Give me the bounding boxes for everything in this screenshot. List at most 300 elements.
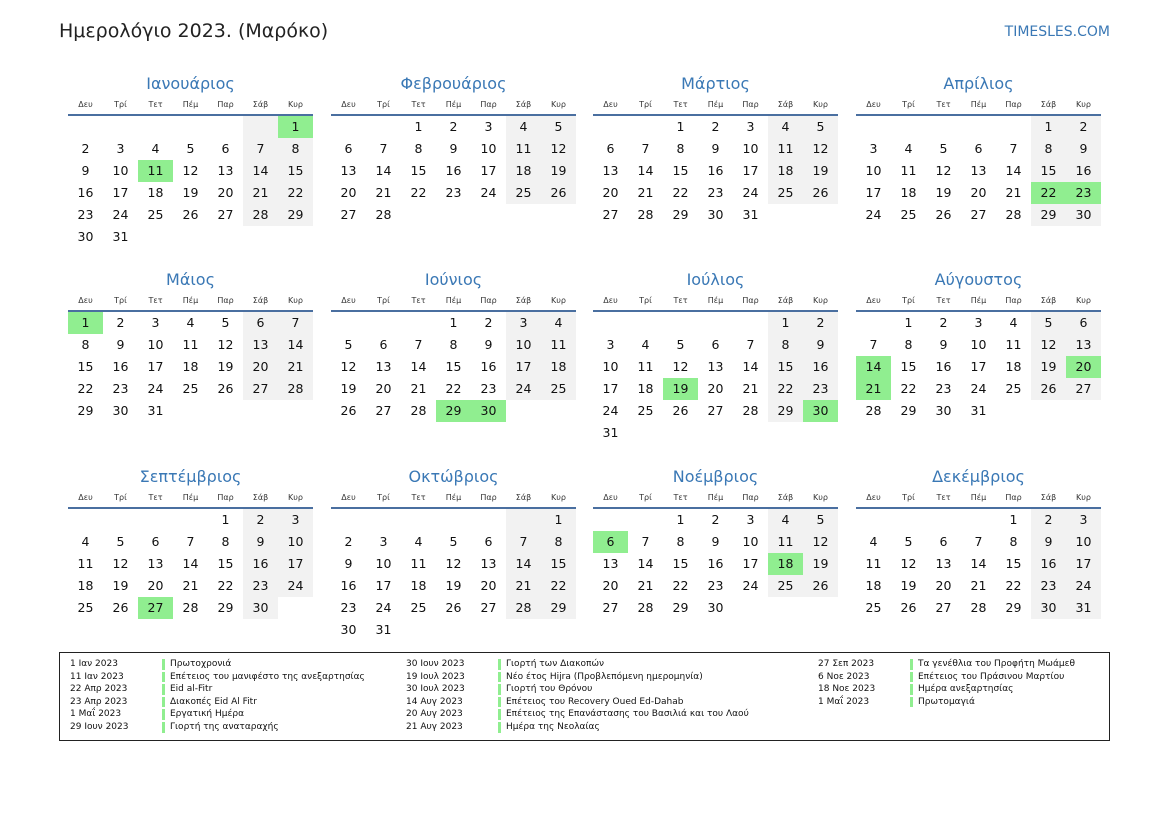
- legend-date: 22 Απρ 2023: [70, 684, 128, 695]
- day-cell: 29: [768, 400, 803, 422]
- day-cell: 8: [676, 141, 685, 156]
- day-cell: 27: [602, 600, 619, 615]
- day-cell: 12: [541, 138, 576, 160]
- weekday-header: [68, 294, 313, 312]
- weekday-label: Δευ: [78, 493, 93, 502]
- day-cell: 29: [217, 600, 234, 615]
- legend-holiday-name: Νέο έτος Hijra (Προβλεπόμενη ημερομηνία): [506, 671, 703, 682]
- day-cell: 24: [742, 185, 759, 200]
- legend-item: [818, 683, 1075, 696]
- day-cell: 13: [375, 359, 392, 374]
- month-10: [331, 463, 576, 641]
- day-cell: 18: [865, 578, 882, 593]
- legend-holiday-name: Γιορτή των Διακοπών: [506, 659, 605, 669]
- empty-cell: [856, 312, 891, 334]
- day-cell: 16: [77, 185, 94, 200]
- empty-cell: [856, 116, 891, 138]
- day-cell: 12: [340, 359, 357, 374]
- legend-date: 6 Νοε 2023: [818, 671, 870, 682]
- day-cell: 3: [1066, 509, 1101, 531]
- day-cell: 26: [1031, 378, 1066, 400]
- day-cell: 7: [869, 337, 878, 352]
- legend-holiday-name: Γιορτή του Θρόνου: [506, 684, 593, 695]
- empty-cell: [506, 509, 541, 531]
- day-cell: 20: [602, 578, 619, 593]
- weekday-label: Τετ: [673, 100, 688, 109]
- day-cell: 28: [865, 403, 882, 418]
- day-cell: 28: [375, 207, 392, 222]
- holiday-day-cell: 1: [68, 312, 103, 334]
- day-cell: 19: [340, 381, 357, 396]
- empty-cell: [628, 312, 663, 334]
- day-cell: 17: [602, 381, 619, 396]
- day-grid: [331, 509, 576, 641]
- day-cell: 23: [480, 381, 497, 396]
- day-cell: 5: [344, 337, 353, 352]
- day-cell: 3: [869, 141, 878, 156]
- day-cell: 15: [217, 556, 234, 571]
- day-cell: 13: [480, 556, 497, 571]
- month-name: Δεκέμβριος: [932, 467, 1025, 486]
- day-cell: 18: [768, 160, 803, 182]
- day-cell: 25: [410, 600, 427, 615]
- day-cell: 25: [637, 403, 654, 418]
- day-cell: 10: [970, 337, 987, 352]
- day-cell: 29: [541, 597, 576, 619]
- weekday-label: Τετ: [936, 493, 951, 502]
- day-cell: 1: [414, 119, 423, 134]
- day-cell: 30: [243, 597, 278, 619]
- day-cell: 2: [803, 312, 838, 334]
- day-cell: 24: [970, 381, 987, 396]
- day-cell: 3: [151, 315, 160, 330]
- weekday-header: [856, 294, 1101, 312]
- day-cell: 9: [803, 334, 838, 356]
- day-cell: 23: [112, 381, 129, 396]
- weekday-label: Πέμ: [707, 493, 724, 502]
- weekday-label: Τρί: [639, 296, 652, 305]
- day-cell: 2: [449, 119, 458, 134]
- day-cell: 9: [449, 141, 458, 156]
- day-cell: 25: [768, 182, 803, 204]
- day-cell: 10: [147, 337, 164, 352]
- day-cell: 5: [116, 534, 125, 549]
- day-cell: 16: [1031, 553, 1066, 575]
- day-cell: 3: [116, 141, 125, 156]
- legend-marker: [498, 659, 501, 670]
- day-cell: 13: [1066, 334, 1101, 356]
- day-cell: 26: [182, 207, 199, 222]
- empty-cell: [698, 312, 733, 334]
- legend-item: [818, 671, 1075, 684]
- day-grid: [856, 116, 1101, 226]
- day-cell: 4: [541, 312, 576, 334]
- weekday-header: [331, 98, 576, 116]
- day-cell: 6: [1066, 312, 1101, 334]
- day-cell: 21: [375, 185, 392, 200]
- holiday-day-cell: 20: [1066, 356, 1101, 378]
- day-cell: 10: [742, 141, 759, 156]
- legend-holiday-name: Εργατική Ημέρα: [170, 709, 244, 720]
- day-cell: 21: [243, 182, 278, 204]
- empty-cell: [663, 312, 698, 334]
- day-cell: 6: [974, 141, 983, 156]
- month-name: Ιανουάριος: [146, 74, 235, 93]
- weekday-label: Παρ: [742, 296, 759, 305]
- day-cell: 19: [803, 160, 838, 182]
- legend-item: [818, 696, 1075, 709]
- weekday-label: Σάβ: [252, 100, 269, 109]
- day-cell: 25: [77, 600, 94, 615]
- day-cell: 5: [449, 534, 458, 549]
- legend-marker: [162, 697, 165, 708]
- day-cell: 15: [1005, 556, 1022, 571]
- day-cell: 29: [278, 204, 313, 226]
- legend-holiday-name: Τα γενέθλια του Προφήτη Μωάμεθ: [918, 659, 1075, 669]
- day-grid: [593, 116, 838, 226]
- weekday-label: Τρί: [902, 296, 915, 305]
- weekday-label: Δευ: [866, 493, 881, 502]
- day-cell: 22: [541, 575, 576, 597]
- weekday-label: Πέμ: [970, 100, 987, 109]
- day-cell: 3: [484, 119, 493, 134]
- legend-item: [406, 721, 749, 734]
- weekday-label: Παρ: [217, 100, 234, 109]
- day-cell: 1: [1031, 116, 1066, 138]
- day-cell: 29: [672, 207, 689, 222]
- day-cell: 7: [974, 534, 983, 549]
- day-cell: 12: [1031, 334, 1066, 356]
- day-cell: 14: [1005, 163, 1022, 178]
- day-cell: 16: [243, 553, 278, 575]
- empty-cell: [961, 509, 996, 531]
- weekday-label: Σάβ: [1040, 493, 1057, 502]
- day-cell: 14: [637, 556, 654, 571]
- legend-marker: [162, 722, 165, 733]
- day-cell: 20: [970, 185, 987, 200]
- day-cell: 8: [541, 531, 576, 553]
- day-cell: 8: [414, 141, 423, 156]
- legend-holiday-name: Ημέρα ανεξαρτησίας: [918, 684, 1014, 695]
- day-cell: 4: [414, 534, 423, 549]
- weekday-label: Δευ: [866, 100, 881, 109]
- day-cell: 30: [1031, 597, 1066, 619]
- weekday-label: Πέμ: [707, 296, 724, 305]
- empty-cell: [401, 509, 436, 531]
- day-cell: 13: [243, 334, 278, 356]
- empty-cell: [208, 116, 243, 138]
- empty-cell: [471, 509, 506, 531]
- legend-date: 11 Ιαν 2023: [70, 671, 124, 682]
- weekday-label: Σάβ: [515, 296, 532, 305]
- day-cell: 10: [375, 556, 392, 571]
- day-cell: 19: [1031, 356, 1066, 378]
- weekday-label: Κυρ: [551, 493, 566, 502]
- empty-cell: [331, 116, 366, 138]
- legend-holiday-name: Επέτειος του Πράσινου Μαρτίου: [918, 671, 1065, 682]
- day-cell: 13: [602, 556, 619, 571]
- day-cell: 23: [1031, 575, 1066, 597]
- weekday-label: Πέμ: [445, 296, 462, 305]
- day-cell: 24: [480, 185, 497, 200]
- day-cell: 22: [278, 182, 313, 204]
- day-cell: 10: [742, 534, 759, 549]
- legend-date: 30 Ιουν 2023: [406, 659, 465, 669]
- month-name: Απρίλιος: [943, 74, 1014, 93]
- day-cell: 8: [1009, 534, 1018, 549]
- month-9: [68, 463, 313, 619]
- empty-cell: [891, 116, 926, 138]
- month-7: [593, 266, 838, 444]
- day-cell: 9: [711, 534, 720, 549]
- legend-marker: [498, 697, 501, 708]
- day-cell: 6: [151, 534, 160, 549]
- day-grid: [331, 312, 576, 422]
- day-grid: [593, 312, 838, 444]
- day-cell: 23: [77, 207, 94, 222]
- day-cell: 28: [970, 600, 987, 615]
- day-cell: 26: [935, 207, 952, 222]
- day-cell: 4: [186, 315, 195, 330]
- day-cell: 21: [506, 575, 541, 597]
- day-cell: 11: [768, 531, 803, 553]
- day-cell: 24: [742, 578, 759, 593]
- empty-cell: [138, 509, 173, 531]
- day-cell: 29: [1005, 600, 1022, 615]
- empty-cell: [366, 116, 401, 138]
- day-cell: 17: [112, 185, 129, 200]
- day-cell: 20: [480, 578, 497, 593]
- weekday-label: Δευ: [603, 493, 618, 502]
- day-cell: 14: [637, 163, 654, 178]
- day-cell: 19: [217, 359, 234, 374]
- weekday-label: Παρ: [742, 100, 759, 109]
- day-cell: 17: [742, 163, 759, 178]
- day-cell: 8: [676, 534, 685, 549]
- holiday-day-cell: 22: [1031, 182, 1066, 204]
- day-cell: 17: [865, 185, 882, 200]
- holiday-day-cell: 11: [138, 160, 173, 182]
- holiday-day-cell: 29: [436, 400, 471, 422]
- legend-column-2: [406, 658, 749, 734]
- day-cell: 6: [344, 141, 353, 156]
- legend-column-3: [818, 658, 1075, 708]
- empty-cell: [103, 116, 138, 138]
- legend-holiday-name: Πρωτομαγιά: [918, 696, 975, 707]
- month-name: Αύγουστος: [934, 270, 1023, 289]
- day-cell: 6: [711, 337, 720, 352]
- day-cell: 9: [81, 163, 90, 178]
- day-cell: 6: [606, 141, 615, 156]
- day-cell: 23: [707, 185, 724, 200]
- day-cell: 9: [711, 141, 720, 156]
- month-name: Οκτώβριος: [408, 467, 499, 486]
- empty-cell: [628, 509, 663, 531]
- day-cell: 11: [410, 556, 427, 571]
- legend-item: [70, 721, 365, 734]
- day-cell: 22: [77, 381, 94, 396]
- legend-holiday-name: Επέτειος του Recovery Oued Ed-Dahab: [506, 696, 684, 707]
- day-cell: 14: [375, 163, 392, 178]
- day-cell: 23: [935, 381, 952, 396]
- empty-cell: [331, 509, 366, 531]
- day-cell: 22: [672, 578, 689, 593]
- day-cell: 13: [340, 163, 357, 178]
- day-cell: 19: [900, 578, 917, 593]
- month-11: [593, 463, 838, 619]
- month-6: [331, 266, 576, 422]
- weekday-label: Σάβ: [515, 100, 532, 109]
- site-link[interactable]: TIMESLES.COM: [1004, 24, 1110, 40]
- day-cell: 7: [379, 141, 388, 156]
- day-cell: 4: [641, 337, 650, 352]
- day-cell: 28: [637, 207, 654, 222]
- legend-item: [70, 708, 365, 721]
- day-cell: 5: [1031, 312, 1066, 334]
- day-cell: 3: [506, 312, 541, 334]
- day-cell: 22: [217, 578, 234, 593]
- legend-date: 19 Ιουλ 2023: [406, 671, 465, 682]
- day-cell: 23: [243, 575, 278, 597]
- weekday-header: [593, 294, 838, 312]
- day-cell: 11: [182, 337, 199, 352]
- day-cell: 13: [147, 556, 164, 571]
- day-grid: [68, 509, 313, 619]
- day-cell: 28: [506, 597, 541, 619]
- day-cell: 20: [243, 356, 278, 378]
- legend-date: 21 Αυγ 2023: [406, 721, 463, 732]
- weekday-label: Πέμ: [445, 100, 462, 109]
- legend-date: 20 Αυγ 2023: [406, 709, 463, 720]
- holiday-day-cell: 1: [278, 116, 313, 138]
- day-cell: 5: [803, 509, 838, 531]
- weekday-label: Παρ: [480, 296, 497, 305]
- weekday-label: Τρί: [377, 296, 390, 305]
- day-grid: [68, 116, 313, 248]
- weekday-label: Δευ: [78, 296, 93, 305]
- day-cell: 7: [186, 534, 195, 549]
- day-cell: 9: [1066, 138, 1101, 160]
- day-cell: 4: [768, 116, 803, 138]
- day-cell: 4: [869, 534, 878, 549]
- weekday-label: Παρ: [217, 493, 234, 502]
- day-cell: 18: [637, 381, 654, 396]
- day-cell: 12: [217, 337, 234, 352]
- day-cell: 5: [939, 141, 948, 156]
- day-cell: 15: [410, 163, 427, 178]
- day-cell: 19: [541, 160, 576, 182]
- day-cell: 5: [541, 116, 576, 138]
- weekday-label: Κυρ: [813, 493, 828, 502]
- day-cell: 16: [803, 356, 838, 378]
- weekday-header: [68, 98, 313, 116]
- day-cell: 13: [935, 556, 952, 571]
- empty-cell: [366, 312, 401, 334]
- day-cell: 11: [865, 556, 882, 571]
- day-cell: 13: [970, 163, 987, 178]
- day-cell: 14: [742, 359, 759, 374]
- legend-marker: [162, 709, 165, 720]
- weekday-label: Σάβ: [1040, 100, 1057, 109]
- day-cell: 6: [484, 534, 493, 549]
- weekday-label: Τετ: [673, 296, 688, 305]
- weekday-label: Τετ: [936, 100, 951, 109]
- day-cell: 14: [278, 334, 313, 356]
- day-cell: 31: [1066, 597, 1101, 619]
- day-cell: 17: [147, 359, 164, 374]
- legend-marker: [498, 672, 501, 683]
- day-cell: 20: [707, 381, 724, 396]
- day-cell: 26: [445, 600, 462, 615]
- day-cell: 4: [151, 141, 160, 156]
- day-cell: 28: [278, 378, 313, 400]
- day-grid: [68, 312, 313, 422]
- day-cell: 14: [243, 160, 278, 182]
- day-cell: 20: [340, 185, 357, 200]
- weekday-label: Τετ: [411, 100, 426, 109]
- day-cell: 10: [1066, 531, 1101, 553]
- day-cell: 27: [243, 378, 278, 400]
- day-cell: 6: [243, 312, 278, 334]
- month-name: Νοέμβριος: [672, 467, 759, 486]
- weekday-label: Τρί: [639, 493, 652, 502]
- day-cell: 21: [637, 185, 654, 200]
- day-cell: 2: [711, 512, 720, 527]
- day-cell: 15: [768, 356, 803, 378]
- day-cell: 18: [77, 578, 94, 593]
- weekday-label: Κυρ: [288, 296, 303, 305]
- holiday-day-cell: 23: [1066, 182, 1101, 204]
- day-cell: 27: [217, 207, 234, 222]
- legend-date: 14 Αυγ 2023: [406, 696, 463, 707]
- weekday-label: Τετ: [148, 296, 163, 305]
- day-cell: 21: [278, 356, 313, 378]
- day-cell: 16: [1066, 160, 1101, 182]
- day-cell: 5: [904, 534, 913, 549]
- weekday-label: Παρ: [1005, 296, 1022, 305]
- weekday-header: [856, 491, 1101, 509]
- legend-marker: [498, 684, 501, 695]
- day-cell: 27: [602, 207, 619, 222]
- day-cell: 4: [506, 116, 541, 138]
- weekday-label: Δευ: [603, 100, 618, 109]
- empty-cell: [593, 312, 628, 334]
- day-cell: 4: [768, 509, 803, 531]
- empty-cell: [856, 509, 891, 531]
- day-cell: 7: [506, 531, 541, 553]
- weekday-label: Τρί: [639, 100, 652, 109]
- day-cell: 10: [278, 531, 313, 553]
- day-cell: 8: [81, 337, 90, 352]
- legend-marker: [162, 672, 165, 683]
- day-cell: 15: [77, 359, 94, 374]
- day-cell: 27: [707, 403, 724, 418]
- weekday-header: [68, 491, 313, 509]
- weekday-header: [856, 98, 1101, 116]
- day-cell: 3: [278, 509, 313, 531]
- legend-marker: [162, 684, 165, 695]
- day-cell: 1: [1009, 512, 1018, 527]
- empty-cell: [996, 116, 1031, 138]
- legend-marker: [162, 659, 165, 670]
- legend-item: [406, 658, 749, 671]
- day-cell: 10: [506, 334, 541, 356]
- holiday-day-cell: 18: [768, 553, 803, 575]
- weekday-label: Τρί: [114, 100, 127, 109]
- day-cell: 2: [243, 509, 278, 531]
- day-cell: 6: [379, 337, 388, 352]
- day-cell: 1: [541, 509, 576, 531]
